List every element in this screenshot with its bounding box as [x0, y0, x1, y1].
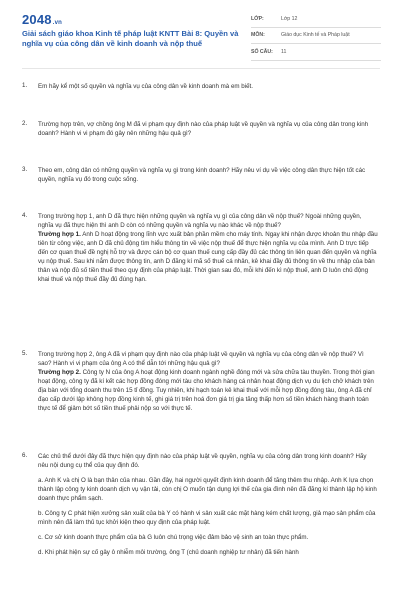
case-text: Công ty N của ông A hoạt động kinh doanh ngành nghề đóng mới và sửa chữa tàu thuyền. Trong thời gian hoạt động, công ty đã kí kết các hợp đồng đóng mới tàu cho khách hàng cá nhân hoạt động dịch vụ du lịch chở khách trên địa bàn với tổng doanh thu trên 15 tỉ đồng. Tuy nhiên, khi hạch toán kê khai thuế với mỗi hợp đồng đóng tàu, ông A đã chỉ đạo cấp dưới lập không hợp đồng kinh tế, ghi giá trị trên hoá đơn giá trị gia tăng thấp hơn số tiền khách hàng thanh toán thực tế để giảm bớt số tiền thuế phải nộp so với thực tế. [38, 369, 375, 412]
info-value: 11 [281, 48, 287, 55]
site-logo[interactable] [22, 12, 62, 27]
info-row-class [251, 11, 381, 28]
question-paragraph: Các chủ thể dưới đây đã thực hiện quy định nào của pháp luật về quyền, nghĩa vụ của công dân trong kinh doanh? Hãy nêu nội dung cụ thể của quy định đó. [38, 453, 367, 469]
question-number: 6. [22, 452, 28, 459]
question-paragraph: Trong trường hợp 2, ông A đã vi phạm quy định nào của pháp luật về quyền và nghĩa vụ của công dân về nộp thuế? Vì sao? Hành vi vi phạm của ông A có thể dẫn tới những hậu quả gì? [38, 351, 364, 367]
question-number: 1. [22, 82, 28, 89]
case-paragraph [38, 368, 378, 413]
question-number: 2. [22, 120, 28, 127]
case-label: Trường hợp 1. [38, 231, 81, 238]
logo-main: 2048 [22, 12, 52, 27]
question-paragraph: Trong trường hợp 1, anh D đã thực hiện những quyền và nghĩa vụ gì của công dân về nộp thuế? Ngoài những quyền, nghĩa vụ đã thực hiện thì anh D còn có những quyền và nghĩa vụ nào khác về nộp thuế? [38, 213, 362, 229]
case-text: Anh D hoạt động trong lĩnh vực xuất bản phần mềm cho máy tính. Ngay khi nhận được khoản thu nhập đầu tiên từ công việc, anh D đã chủ động tìm hiểu thông tin về việc nộp thuế để thực hiện nghĩa vụ của mình. Anh D trực tiếp đến cơ quan thuế đề nghị hỗ trợ và được cán bộ cơ quan thuế cung cấp đầy đủ các thông tin liên quan đến quyền và nghĩa vụ nộp thuế. Sau khi nắm được thông tin, anh D đăng kí mã số thuế cá nhân, kê khai đầy đủ thông tin về thu nhập của bản thân và nộp đủ số tiền thuế theo quy định của pháp luật. Thời gian sau đó, mỗi khi đến kì nộp thuế, anh D luôn chủ động khai thuế và nộp thuế đầy đủ đúng hạn. [38, 231, 378, 283]
question-text [38, 166, 378, 184]
info-label: SỐ CÂU: [251, 48, 273, 55]
option-c: c. Cơ sở kinh doanh thực phẩm của bà G luôn chú trọng việc đảm bảo vệ sinh an toàn thực phẩm. [38, 534, 309, 541]
info-value: Giáo dục Kinh tế và Pháp luật [281, 32, 350, 39]
question-paragraph: Trường hợp trên, vợ chồng ông M đã vi phạm quy định nào của pháp luật về quyền và nghĩa vụ của công dân trong kinh doanh? Hành vi vi phạm đó gây nên những hậu quả gì? [38, 121, 369, 137]
question-text [38, 452, 378, 557]
option-a: a. Anh K và chị O là bạn thân của nhau. Gần đây, hai người quyết định kinh doanh để tăng thêm thu nhập. Anh K lựa chọn thành lập công ty kinh doanh dịch vụ vận tải, còn chị O muốn tận dụng lợi thế của gia đình nên đã đăng kí thành lập hộ kinh doanh thực phẩm sạch. [38, 477, 377, 502]
option-d: d. Khi phát hiện sự cố gây ô nhiễm môi trường, ông T (chủ doanh nghiệp tư nhân) đã tiến hành [38, 549, 299, 556]
question-paragraph: Theo em, công dân có những quyền và nghĩa vụ gì trong kinh doanh? Hãy nêu ví dụ về việc công dân thực hiện tốt các quyền, nghĩa vụ đó trong cuộc sống. [38, 167, 366, 183]
info-label: LỚP: [251, 15, 264, 22]
option-b: b. Công ty C phát hiện xưởng sản xuất của bà Y có hành vi sản xuất các mặt hàng kém chất lượng, giả mạo sản phẩm của mình nên đã làm thủ tục khởi kiện theo quy định của pháp luật. [38, 510, 376, 526]
info-table [251, 11, 381, 61]
logo-suffix: .vn [52, 20, 63, 26]
question-number: 4. [22, 212, 28, 219]
question-number: 5. [22, 350, 28, 357]
question-text [38, 212, 378, 284]
info-row-count [251, 44, 381, 61]
case-label: Trường hợp 2. [38, 369, 81, 376]
info-value: Lớp 12 [281, 15, 298, 22]
info-label: MÔN: [251, 32, 265, 39]
question-text [38, 82, 378, 91]
header-divider [22, 68, 380, 69]
question-number: 3. [22, 166, 28, 173]
case-paragraph [38, 230, 378, 284]
document-header [0, 0, 400, 66]
info-row-subject [251, 28, 381, 45]
question-paragraph: Em hãy kể một số quyền và nghĩa vụ của công dân về kinh doanh mà em biết. [38, 83, 253, 90]
document-title: Giải sách giáo khoa Kinh tế pháp luật KNTT Bài 8: Quyền và nghĩa vụ của công dân về kinh doanh và nộp thuế [22, 29, 239, 48]
question-text [38, 350, 378, 413]
question-text [38, 120, 378, 138]
